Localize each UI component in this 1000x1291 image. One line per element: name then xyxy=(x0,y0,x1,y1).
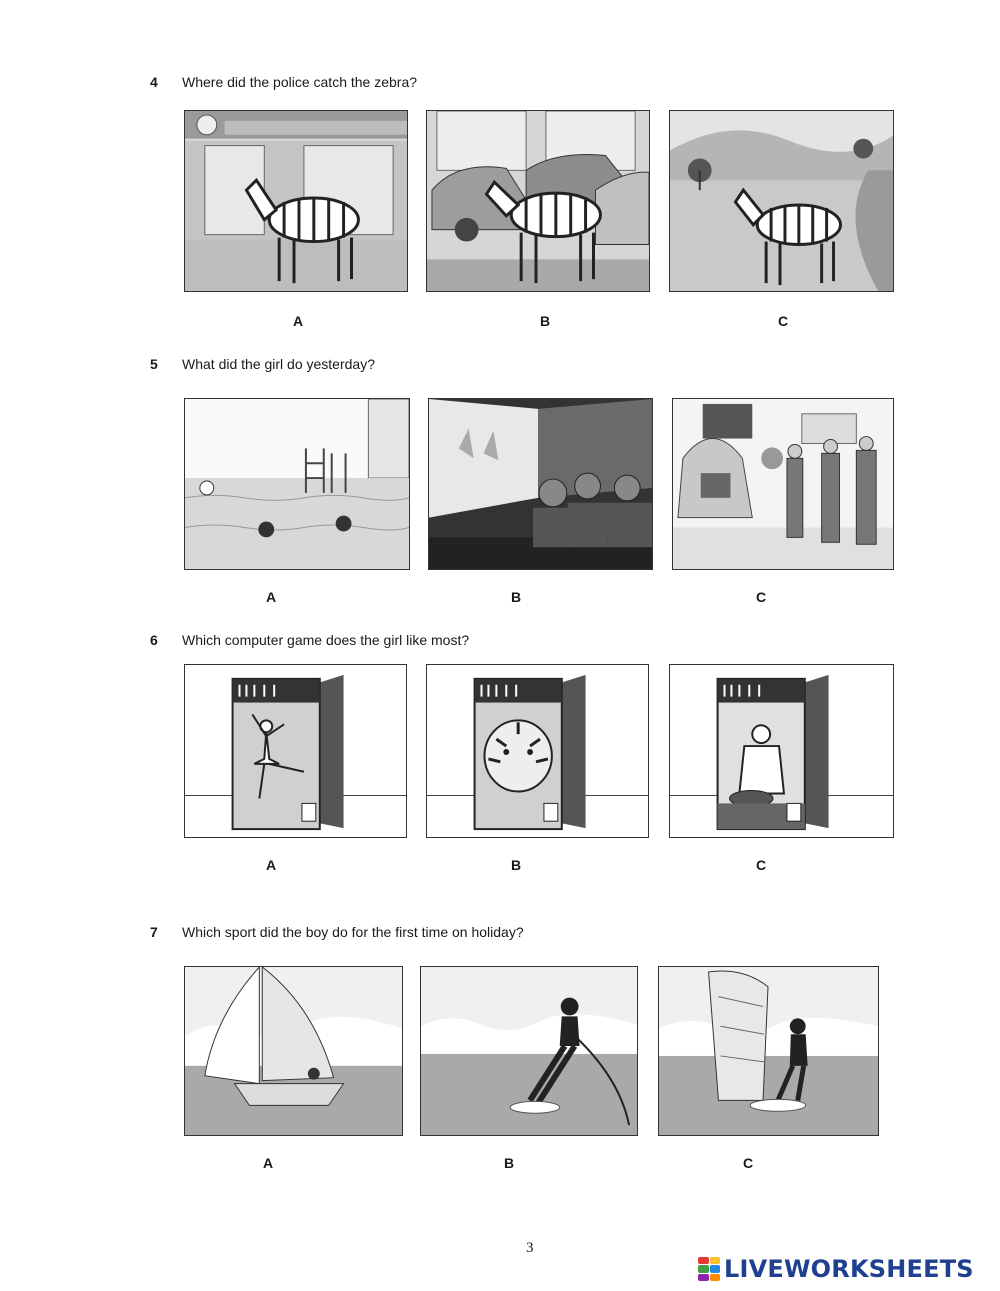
question-7-text: Which sport did the boy do for the first time on holiday? xyxy=(182,924,524,940)
q7-option-b-label: B xyxy=(504,1155,515,1171)
q4-option-c-image-zebra-in-savanna[interactable] xyxy=(669,110,894,292)
question-4-text: Where did the police catch the zebra? xyxy=(182,74,418,90)
q6-option-a-image-ballet-game[interactable] xyxy=(184,664,407,838)
q6-option-c-image-cooking-game[interactable] xyxy=(669,664,894,838)
q6-option-b-label: B xyxy=(511,857,522,873)
liveworksheets-logo-icon xyxy=(698,1257,720,1281)
q6-option-b-image-tiger-game[interactable] xyxy=(426,664,649,838)
question-5-text: What did the girl do yesterday? xyxy=(182,356,375,372)
q7-option-c-label: C xyxy=(743,1155,754,1171)
q5-option-b-label: B xyxy=(511,589,522,605)
question-7-number: 7 xyxy=(150,924,158,940)
q6-option-a-label: A xyxy=(266,857,277,873)
q4-option-b-image-zebra-by-cars[interactable] xyxy=(426,110,650,292)
q7-option-c-image-windsurfing[interactable] xyxy=(658,966,879,1136)
q6-option-c-label: C xyxy=(756,857,767,873)
liveworksheets-brand[interactable] xyxy=(698,1254,974,1284)
q7-option-a-label: A xyxy=(263,1155,274,1171)
question-4-number: 4 xyxy=(150,74,158,90)
q7-option-b-image-water-skiing[interactable] xyxy=(420,966,638,1136)
page-number: 3 xyxy=(526,1240,534,1256)
q7-option-a-image-sailing[interactable] xyxy=(184,966,403,1136)
q4-option-a-image-zebra-at-shop[interactable] xyxy=(184,110,408,292)
q5-option-a-label: A xyxy=(266,589,277,605)
question-6-number: 6 xyxy=(150,632,158,648)
q5-option-a-image-swimming-pool[interactable] xyxy=(184,398,410,570)
q5-option-c-image-space-museum[interactable] xyxy=(672,398,894,570)
question-5-number: 5 xyxy=(150,356,158,372)
q5-option-b-image-cinema[interactable] xyxy=(428,398,653,570)
question-6-text: Which computer game does the girl like most? xyxy=(182,632,470,648)
q5-option-c-label: C xyxy=(756,589,767,605)
q4-option-a-label: A xyxy=(293,313,304,329)
q4-option-c-label: C xyxy=(778,313,789,329)
brand-name: LIVEWORKSHEETS xyxy=(724,1255,974,1283)
q4-option-b-label: B xyxy=(540,313,551,329)
